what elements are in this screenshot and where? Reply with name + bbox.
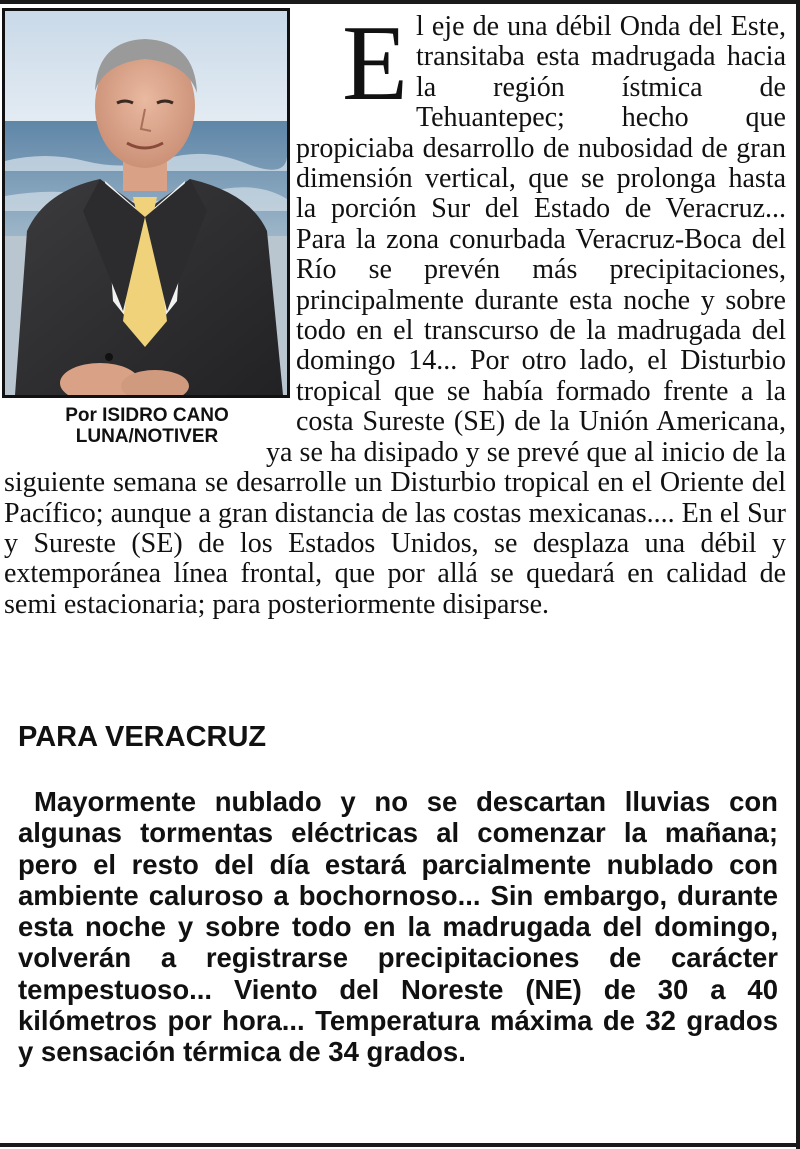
byline-author: Por ISIDRO CANO <box>65 405 229 426</box>
drop-cap: E <box>342 4 408 123</box>
article-body <box>0 4 800 620</box>
section-heading: PARA VERACRUZ <box>18 721 267 753</box>
photo-wrap-spacer <box>4 12 296 452</box>
article-paragraph <box>0 4 786 620</box>
veracruz-forecast: Mayormente nublado y no se descartan lluvias con algunas tormentas eléctricas al comenzar la mañana; pero el resto del día estará parcialmente nublado con ambiente caluroso a bochornoso... Sin embargo, durante esta noche y sobre todo en la madrugada del domingo, volverán a registrarse precipitaciones de carácter tempestuoso... Viento del Noreste (NE) de 30 a 40 kilómetros por hora... Temperatura máxima de 32 grados y sensación térmica de 34 grados. <box>18 786 778 1068</box>
bottom-rule <box>0 1143 800 1147</box>
article-text: l eje de una débil Onda del Este, transitaba esta madrugada hacia la región ístmica de Tehuantepec; hecho que propiciaba desarrollo de nubosidad de gran dimensión vertical, que se prolonga hasta la porción Sur del Estado de Veracruz... Para la zona conurbada Veracruz-Boca del Río se prevén más precipitaciones, principalmente durante esta noche y sobre todo en el transcurso de la madrugada del domingo 14... Por otro lado, el Disturbio tropical que se había formado frente a la costa Sureste (SE) de la Unión Americana, ya se ha disipado y se prevé que al inicio de la siguiente semana se desarrolle un Disturbio tropical en el Oriente del Pacífico; aunque a gran distancia de las costas mexicanas.... En el Sur y Sureste (SE) de los Estados Unidos, se desplaza una débil y extemporánea línea frontal, que por allá se quedará en calidad de semi estacionaria; para posteriormente disiparse. <box>4 11 786 620</box>
byline-agency: LUNA/NOTIVER <box>75 426 219 447</box>
